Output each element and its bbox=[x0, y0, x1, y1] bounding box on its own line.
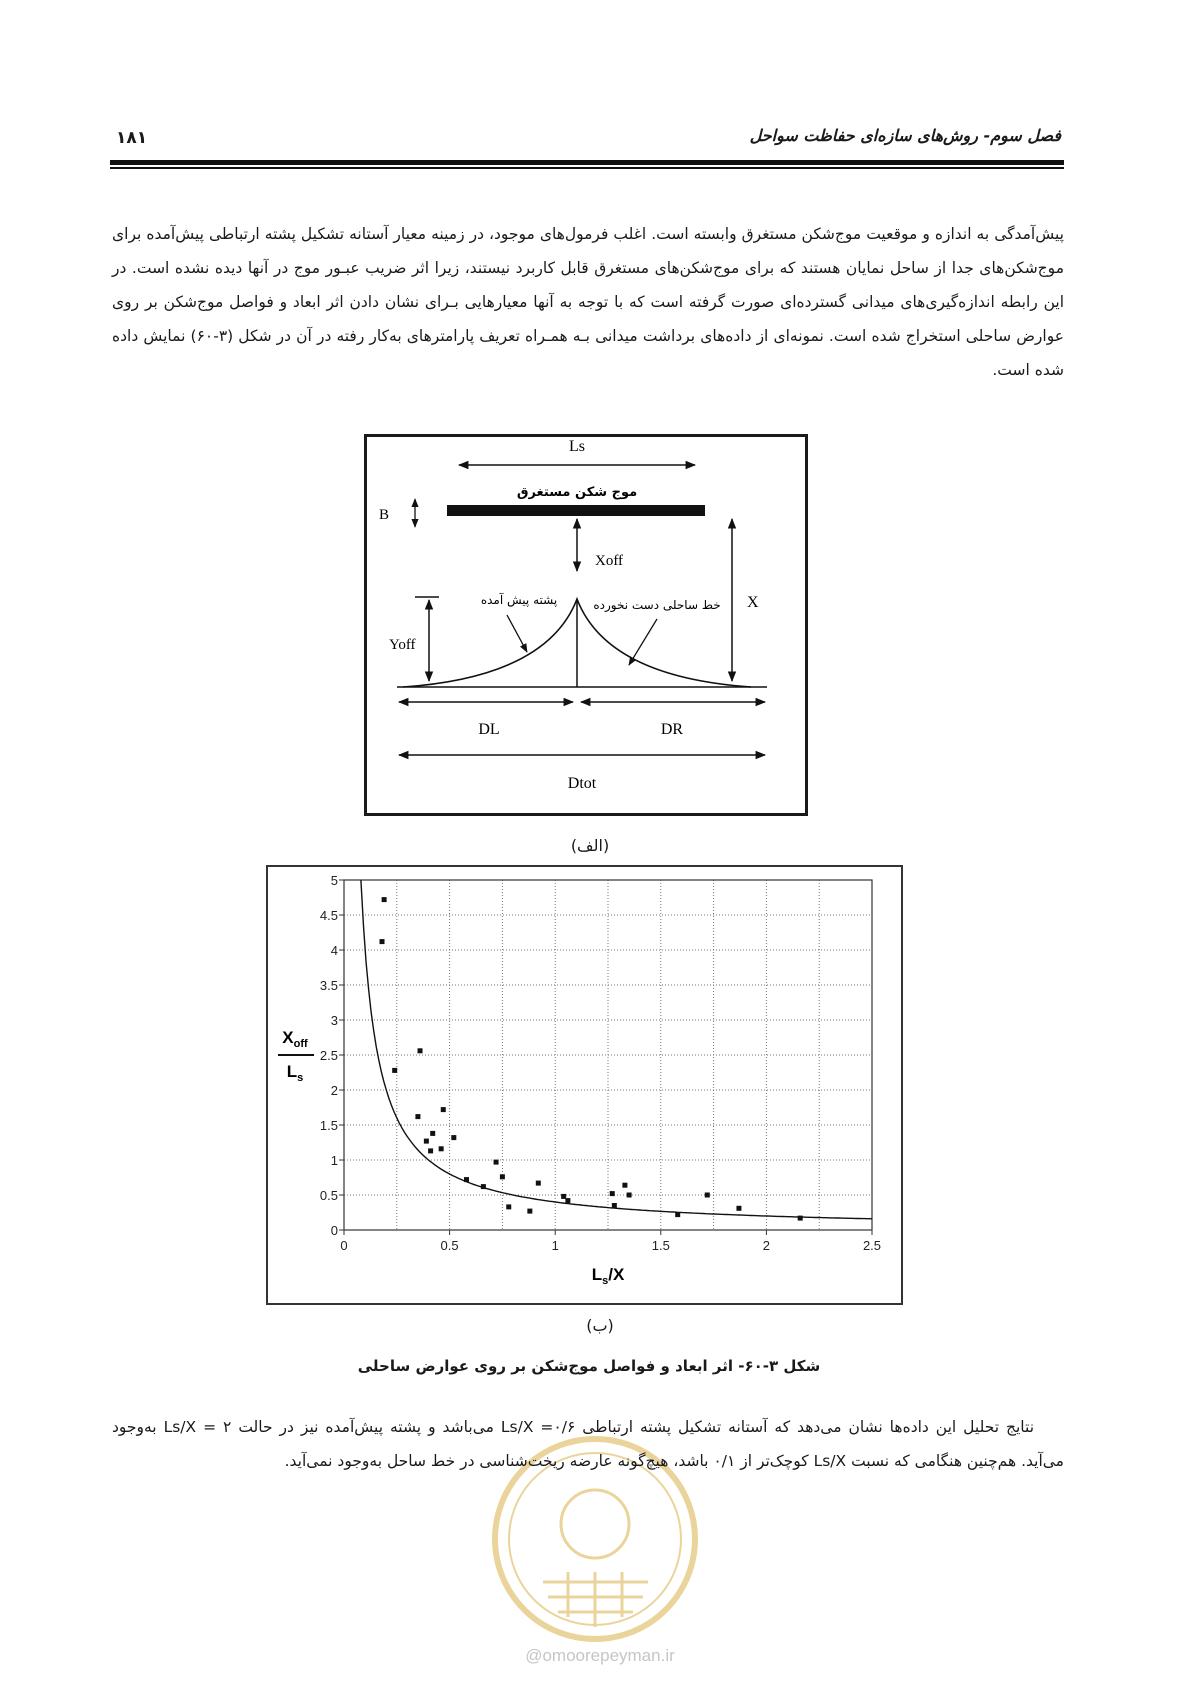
data-point bbox=[380, 939, 385, 944]
y-tick-label: 3 bbox=[330, 1013, 338, 1028]
data-point bbox=[622, 1183, 627, 1188]
x-tick-label: 0 bbox=[340, 1238, 348, 1253]
y-tick-label: 5 bbox=[330, 873, 338, 888]
y-tick-label: 0 bbox=[330, 1223, 338, 1238]
y-tick-label: 2.5 bbox=[319, 1048, 338, 1063]
figure-a-diagram bbox=[364, 434, 808, 816]
submerged-breakwater bbox=[447, 505, 705, 516]
label-b: B bbox=[379, 507, 390, 523]
label-xoff: Xoff bbox=[595, 553, 624, 569]
header-rule-thin bbox=[110, 167, 1064, 169]
y-tick-label: 1 bbox=[330, 1153, 338, 1168]
x-tick-label: 2 bbox=[762, 1238, 771, 1253]
trend-curve bbox=[361, 880, 872, 1219]
label-dtot: Dtot bbox=[567, 775, 597, 792]
y-tick-label: 4 bbox=[330, 943, 338, 958]
data-point bbox=[415, 1114, 420, 1119]
figure-b-chart bbox=[266, 865, 903, 1305]
data-point bbox=[506, 1204, 511, 1209]
data-point bbox=[441, 1107, 446, 1112]
data-point bbox=[612, 1203, 617, 1208]
x-tick-label: 0.5 bbox=[440, 1238, 459, 1253]
header-rule bbox=[110, 160, 1064, 165]
label-x: X bbox=[747, 594, 759, 611]
page-number: ۱۸۱ bbox=[116, 128, 148, 148]
data-point bbox=[798, 1216, 803, 1221]
label-salient: پشته پیش آمده bbox=[480, 593, 558, 607]
data-point bbox=[536, 1181, 541, 1186]
y-tick-label: 2 bbox=[330, 1083, 338, 1098]
figure-b-caption: (ب) bbox=[586, 1316, 614, 1335]
data-point bbox=[565, 1198, 570, 1203]
y-tick-label: 4.5 bbox=[319, 908, 338, 923]
data-point bbox=[451, 1135, 456, 1140]
shore-pointer bbox=[629, 619, 657, 665]
data-point bbox=[705, 1193, 710, 1198]
y-tick-label: 3.5 bbox=[319, 978, 338, 993]
label-untouched-shore: خط ساحلی دست نخورده bbox=[593, 598, 721, 612]
data-point bbox=[627, 1193, 632, 1198]
y-tick-label: 1.5 bbox=[319, 1118, 338, 1133]
chart-svg bbox=[268, 867, 901, 1303]
figure-title: شکل ۳-۶۰- اثر ابعاد و فواصل موج‌شکن بر روی عوارض ساحلی bbox=[357, 1357, 821, 1375]
data-point bbox=[418, 1048, 423, 1053]
x-tick-label: 1.5 bbox=[651, 1238, 670, 1253]
label-yoff: Yoff bbox=[389, 637, 416, 653]
watermark-url: @omoorepeyman.ir bbox=[525, 1646, 675, 1665]
data-point bbox=[527, 1209, 532, 1214]
data-point bbox=[481, 1184, 486, 1189]
y-axis-label-numerator: $X_{off}$ bbox=[282, 1028, 308, 1050]
figure-a-svg bbox=[367, 437, 805, 813]
y-axis-label-denominator: $L_s$ bbox=[286, 1062, 304, 1084]
data-point bbox=[610, 1191, 615, 1196]
body-paragraph-2: نتایج تحلیل این داده‌ها نشان می‌دهد که آستانه تشکیل پشته ارتباطی Ls/X =۰/۶ می‌باشد و پشته پیش‌آمده نیز در حالت Ls/X = ۲ به‌وجود می‌آید. هم‌چنین هنگامی که نسبت Ls/X کوچک‌تر از ۰/۱ باشد، هیچ‌گونه عارضه ریخت‌شناسی در خط ساحل به‌وجود نمی‌آید. bbox=[112, 1418, 1064, 1470]
label-breakwater: موج شکن مستغرق bbox=[516, 485, 638, 500]
data-point bbox=[392, 1068, 397, 1073]
salient-pointer bbox=[507, 615, 527, 652]
data-point bbox=[424, 1139, 429, 1144]
label-dr: DR bbox=[660, 721, 684, 738]
data-point bbox=[382, 897, 387, 902]
data-point bbox=[428, 1148, 433, 1153]
watermark-emblem bbox=[561, 1490, 629, 1558]
data-point bbox=[675, 1212, 680, 1217]
data-point bbox=[494, 1160, 499, 1165]
data-point bbox=[430, 1131, 435, 1136]
body-paragraph-1: پیش‌آمدگی به اندازه و موقعیت موج‌شکن مستغرق وابسته است. اغلب فرمول‌های موجود، در زمینه معیار آستانه تشکیل پشته ارتباطی پیش‌آمده برای موج‌شکن‌های جدا از ساحل نمایان هستند که برای موج‌شکن‌های مستغرق قابل کاربرد نیستند، زیرا اثر ضریب عبـور موج در آنها دیده نشده است. در این رابطه اندازه‌گیری‌های میدانی گسترده‌ای صورت گرفته است که با توجه به آنها معیارهایی بـرای نشان دادن اثر ابعاد و فواصل موج‌شکن بر روی عوارض ساحلی استخراج شده است. نمونه‌ای از داده‌های برداشت میدانی بـه همـراه تعریف پارامترهای به‌کار رفته در آن در شکل (۳-۶۰) نمایش داده شده است. bbox=[112, 225, 1064, 379]
label-ls: Ls bbox=[569, 438, 585, 455]
watermark-grid bbox=[543, 1572, 648, 1627]
header-title: فصل سوم- روش‌های سازه‌ای حفاظت سواحل bbox=[749, 126, 1061, 145]
x-axis-label: $L_s/X$ bbox=[591, 1265, 625, 1287]
y-tick-label: 0.5 bbox=[319, 1188, 338, 1203]
x-tick-label: 2.5 bbox=[862, 1238, 882, 1253]
figure-a-caption: (الف) bbox=[570, 836, 610, 855]
data-point bbox=[500, 1174, 505, 1179]
data-point bbox=[464, 1177, 469, 1182]
data-point bbox=[439, 1146, 444, 1151]
data-point bbox=[736, 1206, 741, 1211]
label-dl: DL bbox=[478, 721, 500, 738]
x-tick-label: 1 bbox=[551, 1238, 559, 1253]
